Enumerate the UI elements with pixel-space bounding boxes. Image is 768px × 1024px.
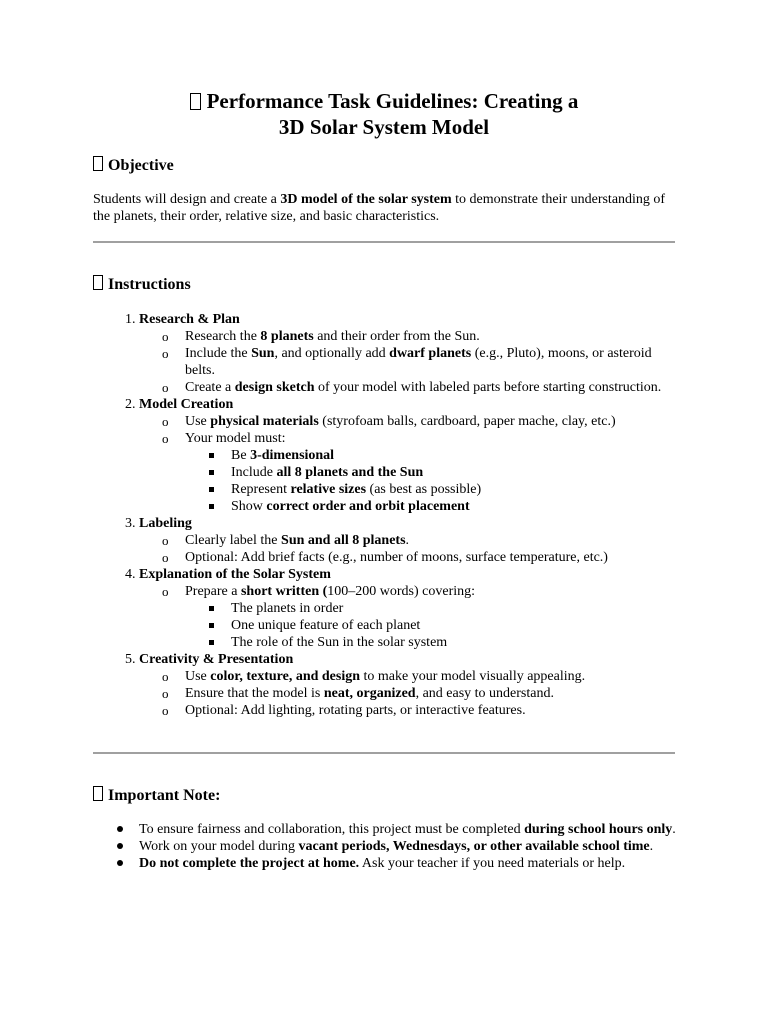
sub-item: [185, 430, 683, 515]
divider: [93, 752, 675, 754]
text-run: Be: [231, 448, 251, 463]
sub-list: [139, 413, 683, 515]
missing-glyph-icon: [93, 786, 103, 801]
bold-text: Do not complete the project at home.: [139, 856, 360, 871]
bold-text: 8 planets: [260, 329, 314, 344]
note-heading: [93, 786, 220, 806]
text-run: (as best as possible): [366, 482, 482, 497]
sub-list: [139, 668, 683, 719]
title-line-2: 3D Solar System Model: [278, 115, 490, 139]
bold-text: neat, organized: [323, 686, 416, 701]
missing-glyph-icon: [93, 275, 103, 290]
note-heading-text: Important Note:: [108, 787, 221, 804]
instructions-heading-text: Instructions: [108, 276, 191, 293]
sub-item: [185, 328, 683, 345]
text-run: To ensure fairness and collaboration, this project must be completed: [139, 822, 525, 837]
text-run: Your model must:: [185, 431, 286, 446]
text-run: Students will design and create a: [93, 192, 281, 207]
instruction-item: [139, 515, 683, 566]
instruction-label: Labeling: [139, 516, 192, 531]
sub-list: [139, 328, 683, 396]
text-run: .: [649, 839, 654, 854]
sub-item: [185, 668, 683, 685]
divider: [93, 241, 675, 243]
objective-heading-text: Objective: [108, 157, 174, 174]
bold-text: design sketch: [234, 380, 315, 395]
sub-item: [185, 583, 683, 651]
bold-text: relative sizes: [290, 482, 367, 497]
bold-text: dwarf planets: [389, 346, 472, 361]
objective-heading: [93, 156, 174, 176]
text-run: .: [405, 533, 410, 548]
text-run: The planets in order: [231, 601, 344, 616]
text-run: 100–200 words) covering:: [327, 584, 476, 599]
text-run: Prepare a: [185, 584, 241, 599]
text-run: to demonstrate their understanding of the planets, their order, relative size, and basic characteristics.: [93, 192, 666, 224]
instruction-item: [139, 651, 683, 719]
bold-text: color, texture, and design: [210, 669, 361, 684]
instruction-label: Model Creation: [139, 397, 234, 412]
sub-item: [185, 532, 683, 549]
sub-item: [185, 345, 683, 379]
sub-item: [185, 685, 683, 702]
text-run: of your model with labeled parts before starting construction.: [314, 380, 662, 395]
text-run: The role of the Sun in the solar system: [231, 635, 448, 650]
sub-list: [139, 532, 683, 566]
text-run: Create a: [185, 380, 235, 395]
title-line-1-text: Performance Task Guidelines: Creating a: [206, 89, 579, 113]
text-run: Work on your model during: [139, 839, 299, 854]
note-item: [139, 838, 683, 855]
note-item: [139, 821, 683, 838]
text-run: One unique feature of each planet: [231, 618, 421, 633]
text-run: Include: [231, 465, 277, 480]
text-run: and their order from the Sun.: [313, 329, 480, 344]
text-run: .: [672, 822, 676, 837]
bold-text: vacant periods, Wednesdays, or other available school time: [298, 839, 650, 854]
instruction-label: Creativity & Presentation: [139, 652, 294, 667]
objective-paragraph: [93, 191, 683, 225]
text-run: (styrofoam balls, cardboard, paper mache, clay, etc.): [318, 414, 616, 429]
instruction-item: [139, 311, 683, 396]
instructions-list-container: [93, 311, 683, 719]
note-list: [93, 821, 683, 872]
page-title: [0, 88, 768, 140]
note-item: [139, 855, 683, 872]
instruction-label: Explanation of the Solar System: [139, 567, 331, 582]
bold-text: Sun: [251, 346, 275, 361]
instructions-heading: [93, 275, 191, 295]
instructions-list: [93, 311, 683, 719]
text-run: Ask your teacher if you need materials or help.: [359, 856, 626, 871]
text-run: (e.g., Pluto), moons, or asteroid belts.: [185, 346, 652, 378]
text-run: Use: [185, 669, 211, 684]
text-run: Represent: [231, 482, 291, 497]
bold-text: 3D model of the solar system: [280, 192, 452, 207]
bold-text: during school hours only: [524, 822, 673, 837]
text-run: Use: [185, 414, 211, 429]
text-run: Optional: Add lighting, rotating parts, or interactive features.: [185, 703, 526, 718]
sub-item: [185, 702, 683, 719]
sub-item: [185, 549, 683, 566]
bold-text: Sun and all 8 planets: [281, 533, 406, 548]
instruction-label: Research & Plan: [139, 312, 240, 327]
bold-text: correct order and orbit placement: [266, 499, 470, 514]
sub-sub-item: [231, 617, 683, 634]
bold-text: physical materials: [210, 414, 319, 429]
instruction-item: [139, 396, 683, 515]
sub-sub-item: [231, 447, 683, 464]
sub-item: [185, 413, 683, 430]
text-run: , and easy to understand.: [415, 686, 554, 701]
text-run: Ensure that the model is: [185, 686, 324, 701]
text-run: Show: [231, 499, 267, 514]
sub-item: [185, 379, 683, 396]
missing-glyph-icon: [190, 93, 201, 110]
bold-text: short written (: [240, 584, 328, 599]
missing-glyph-icon: [93, 156, 103, 171]
sub-sub-list: [185, 447, 683, 515]
text-run: Include the: [185, 346, 252, 361]
sub-sub-item: [231, 464, 683, 481]
instruction-item: [139, 566, 683, 651]
sub-sub-item: [231, 498, 683, 515]
text-run: to make your model visually appealing.: [360, 669, 586, 684]
sub-sub-item: [231, 634, 683, 651]
title-line-1: [0, 88, 768, 114]
sub-list: [139, 583, 683, 651]
sub-sub-list: [185, 600, 683, 651]
text-run: Optional: Add brief facts (e.g., number of moons, surface temperature, etc.): [185, 550, 608, 565]
text-run: Research the: [185, 329, 261, 344]
note-list-container: [93, 821, 683, 872]
sub-sub-item: [231, 600, 683, 617]
text-run: , and optionally add: [274, 346, 390, 361]
bold-text: all 8 planets and the Sun: [276, 465, 424, 480]
bold-text: 3-dimensional: [250, 448, 335, 463]
text-run: Clearly label the: [185, 533, 282, 548]
sub-sub-item: [231, 481, 683, 498]
